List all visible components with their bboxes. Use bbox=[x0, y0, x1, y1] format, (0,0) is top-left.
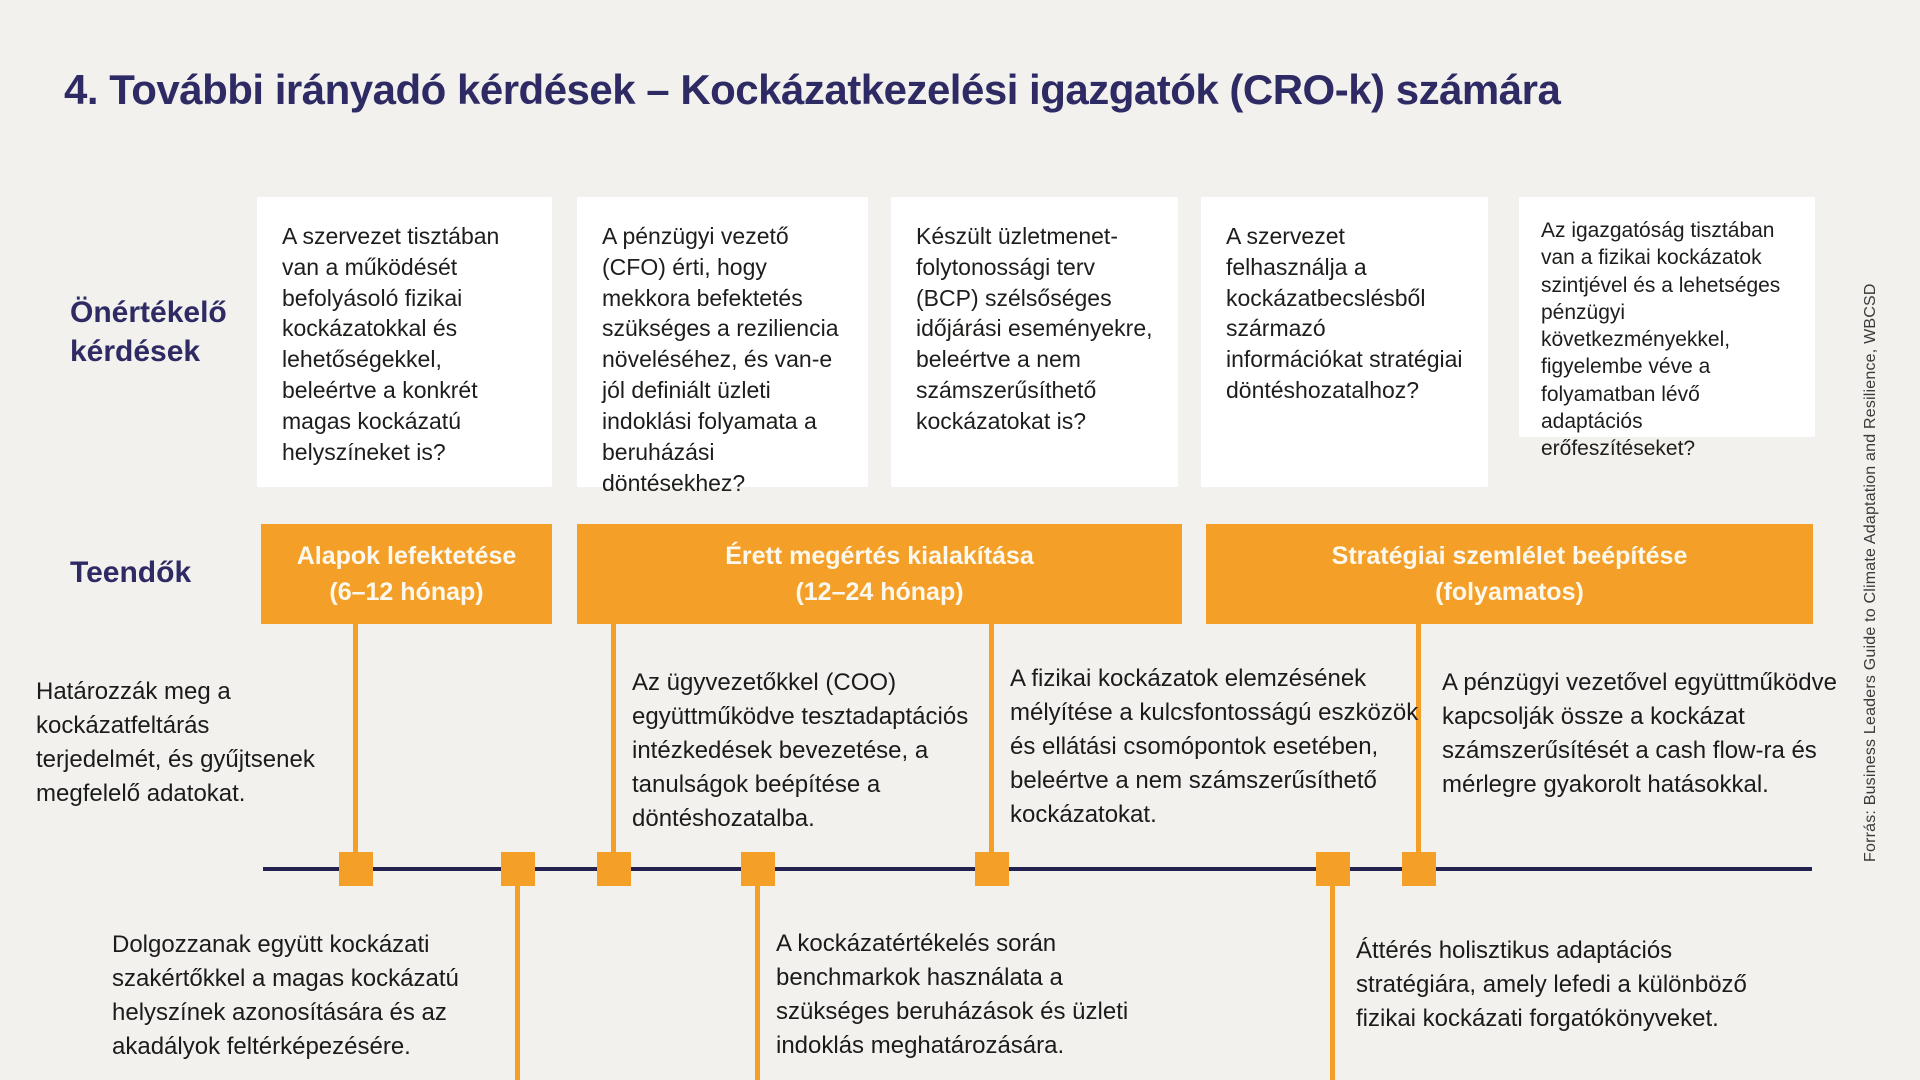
question-card-5-text: Az igazgatóság tisztában van a fizikai kockázatok szintjével és a lehetséges pénzügyi következményekkel, figyelembe véve a folyamatban lévő adaptációs erőfeszítéseket? bbox=[1541, 219, 1781, 461]
phase-bar-strategic-view-title: Stratégiai szemlélet beépítése bbox=[1331, 541, 1688, 570]
question-card-3 bbox=[891, 197, 1178, 487]
phase-bar-foundations bbox=[261, 524, 552, 624]
timeline-marker-7 bbox=[1402, 852, 1436, 886]
timeline-marker-3 bbox=[597, 852, 631, 886]
timeline-connector-down-2 bbox=[755, 869, 760, 1080]
question-card-3-text: Készült üzletmenet-folytonossági terv (BCP) szélsőséges időjárási eseményekre, beleértve a nem számszerűsíthető kockázatokat is? bbox=[916, 223, 1153, 434]
timeline-connector-down-1 bbox=[515, 869, 520, 1080]
timeline-connector-up-1 bbox=[353, 624, 358, 869]
timeline-marker-6 bbox=[1316, 852, 1350, 886]
phase-bar-mature-understanding bbox=[577, 524, 1182, 624]
phase-bar-mature-understanding-duration: (12–24 hónap) bbox=[795, 578, 964, 606]
timeline-marker-2 bbox=[501, 852, 535, 886]
timeline-note-above-4: A pénzügyi vezetővel együttműködve kapcsolják össze a kockázat számszerűsítését a cash flow-ra és mérlegre gyakorolt hatásokkal. bbox=[1442, 669, 1837, 799]
question-card-2-text: A pénzügyi vezető (CFO) érti, hogy mekkora befektetés szükséges a reziliencia növeléséhez, és van-e jól definiált üzleti indoklási folyamata a beruházási döntésekhez? bbox=[602, 223, 839, 496]
source-attribution: Forrás: Business Leaders Guide to Climate Adaptation and Resilience, WBCSD bbox=[1862, 283, 1879, 862]
phase-bar-strategic-view bbox=[1206, 524, 1813, 624]
phase-bar-foundations-duration: (6–12 hónap) bbox=[329, 578, 484, 606]
question-card-4-text: A szervezet felhasználja a kockázatbecslésből származó információkat stratégiai döntéshozatalhoz? bbox=[1226, 223, 1463, 404]
timeline-marker-5 bbox=[975, 852, 1009, 886]
timeline-connector-down-3 bbox=[1330, 869, 1335, 1080]
question-card-4 bbox=[1201, 197, 1488, 487]
question-card-5 bbox=[1519, 197, 1815, 461]
timeline-connector-up-2 bbox=[611, 624, 616, 869]
phase-bar-foundations-title: Alapok lefektetése bbox=[296, 541, 517, 570]
page-title: 4. További irányadó kérdések – Kockázatkezelési igazgatók (CRO-k) számára bbox=[64, 66, 1561, 113]
question-card-1-text: A szervezet tisztában van a működését befolyásoló fizikai kockázatokkal és lehetőségekkel, beleértve a konkrét magas kockázatú helyszíneket is? bbox=[282, 223, 500, 465]
timeline-note-below-2: A kockázatértékelés során benchmarkok használata a szükséges beruházások és üzleti indoklás meghatározására. bbox=[776, 930, 1129, 1060]
timeline-note-above-3: A fizikai kockázatok elemzésének mélyítése a kulcsfontosságú eszközök és ellátási csomópontok esetében, beleértve a nem számszerűsíthető kockázatokat. bbox=[1010, 665, 1419, 829]
question-card-1 bbox=[257, 197, 552, 487]
timeline-note-above-1: Határozzák meg a kockázatfeltárás terjedelmét, és gyűjtsenek megfelelő adatokat. bbox=[36, 678, 315, 808]
question-card-2 bbox=[577, 197, 868, 496]
timeline-note-below-3: Áttérés holisztikus adaptációs stratégiára, amely lefedi a különböző fizikai kockázati forgatókönyveket. bbox=[1356, 937, 1747, 1033]
phase-bar-strategic-view-duration: (folyamatos) bbox=[1435, 578, 1584, 606]
timeline-marker-1 bbox=[339, 852, 373, 886]
phase-bar-mature-understanding-title: Érett megértés kialakítása bbox=[725, 541, 1034, 570]
timeline-marker-4 bbox=[741, 852, 775, 886]
row-label-self-assessment-questions: Önértékelő kérdések bbox=[70, 296, 227, 368]
timeline-note-below-1: Dolgozzanak együtt kockázati szakértőkkel a magas kockázatú helyszínek azonosítására és az akadályok feltérképezésére. bbox=[112, 931, 459, 1061]
row-label-todos: Teendők bbox=[70, 556, 192, 589]
timeline-note-above-2: Az ügyvezetőkkel (COO) együttműködve tesztadaptációs intézkedések bevezetése, a tanulságok beépítése a döntéshozatalba. bbox=[632, 669, 969, 833]
timeline-axis bbox=[263, 867, 1812, 871]
